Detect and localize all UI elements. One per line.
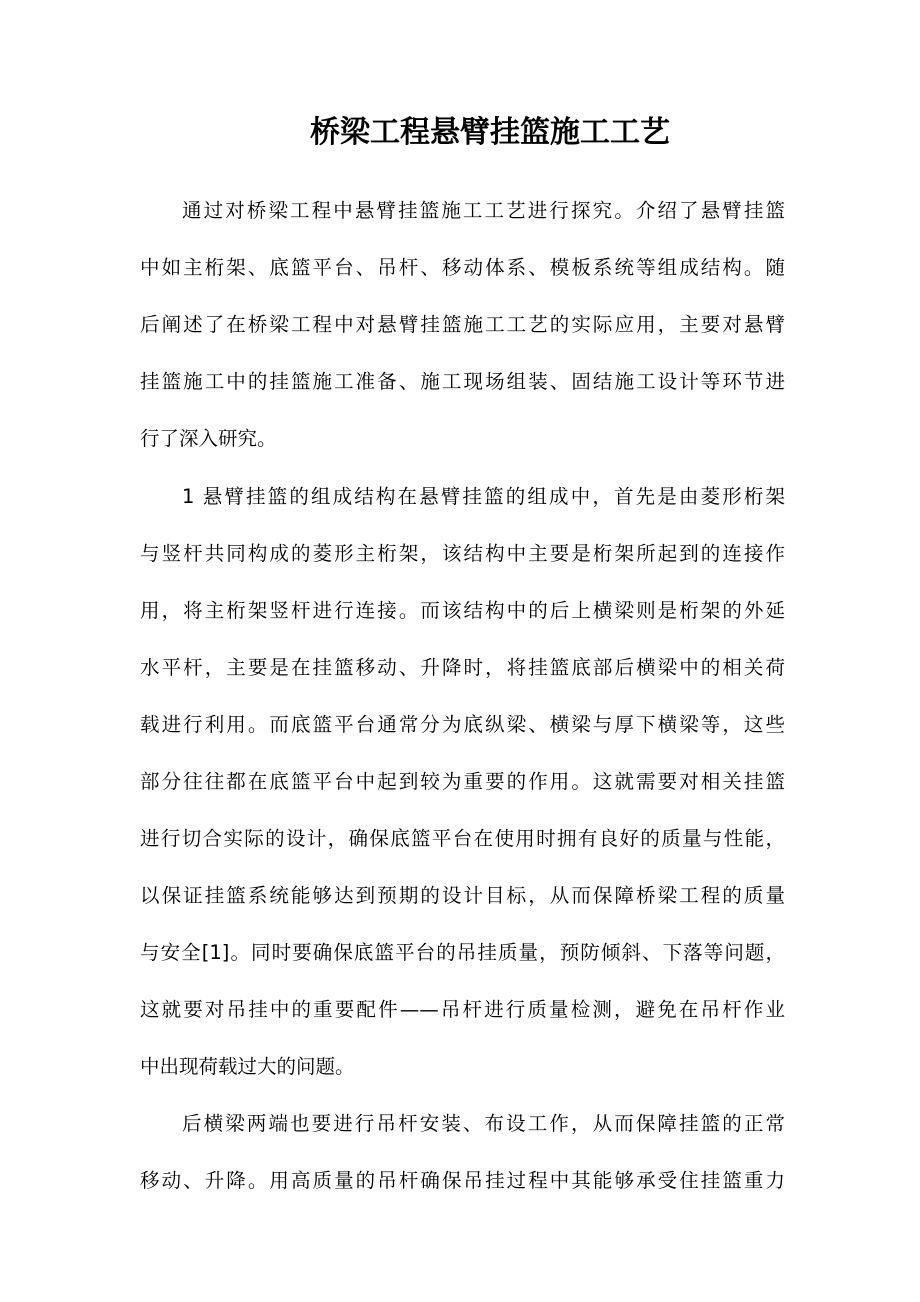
paragraph-2-line-7: 进行切合实际的设计，确保底篮平台在使用时拥有良好的质量与性能， (140, 827, 785, 850)
document-title: 桥梁工程悬臂挂篮施工工艺 (310, 115, 670, 150)
paragraph-2-line-2: 与竖杆共同构成的菱形主桁架，该结构中主要是桁架所起到的连接作 (140, 542, 785, 565)
paragraph-2-line-1: 1 悬臂挂篮的组成结构在悬臂挂篮的组成中，首先是由菱形桁架 (182, 485, 785, 508)
paragraph-1-line-2: 中如主桁架、底篮平台、吊杆、移动体系、模板系统等组成结构。随 (140, 256, 785, 279)
paragraph-2-line-6: 部分往往都在底篮平台中起到较为重要的作用。这就需要对相关挂篮 (140, 770, 785, 793)
paragraph-2-line-4: 水平杆，主要是在挂篮移动、升降时，将挂篮底部后横梁中的相关荷 (140, 656, 785, 679)
paragraph-3-line-1: 后横梁两端也要进行吊杆安装、布设工作，从而保障挂篮的正常 (182, 1112, 785, 1135)
paragraph-2-line-10: 这就要对吊挂中的重要配件——吊杆进行质量检测，避免在吊杆作业 (140, 998, 785, 1021)
paragraph-1-line-1: 通过对桥梁工程中悬臂挂篮施工工艺进行探究。介绍了悬臂挂篮 (182, 199, 785, 222)
paragraph-1-line-5: 行了深入研究。 (140, 427, 277, 450)
paragraph-3-line-2: 移动、升降。用高质量的吊杆确保吊挂过程中其能够承受住挂篮重力 (140, 1169, 785, 1192)
paragraph-2-line-3: 用，将主桁架竖杆进行连接。而该结构中的后上横梁则是桁架的外延 (140, 599, 785, 622)
paragraph-2-line-5: 载进行利用。而底篮平台通常分为底纵梁、横梁与厚下横梁等，这些 (140, 713, 785, 736)
paragraph-1-line-3: 后阐述了在桥梁工程中对悬臂挂篮施工工艺的实际应用，主要对悬臂 (140, 313, 785, 336)
paragraph-2-line-9: 与安全[1]。同时要确保底篮平台的吊挂质量，预防倾斜、下落等问题， (140, 941, 785, 964)
paragraph-1-line-4: 挂篮施工中的挂篮施工准备、施工现场组装、固结施工设计等环节进 (140, 370, 785, 393)
paragraph-2-line-11: 中出现荷载过大的问题。 (140, 1055, 355, 1078)
paragraph-2-line-8: 以保证挂篮系统能够达到预期的设计目标，从而保障桥梁工程的质量 (140, 884, 785, 907)
